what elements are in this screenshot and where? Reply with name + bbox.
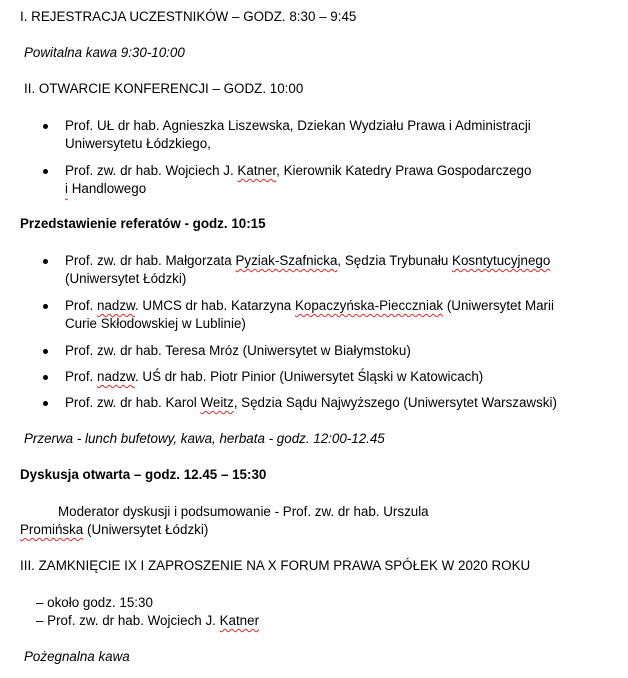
bullet-icon [43,401,48,406]
opening-heading: II. OTWARCIE KONFERENCJI – GODZ. 10:00 [24,81,304,96]
opening-item-1-line1: Prof. UŁ dr hab. Agnieszka Liszewska, Dziekan Wydziału Prawa i Administracji [65,118,531,133]
moderator-line2: Promińska (Uniwersytet Łódzki) [20,522,209,537]
discussion-heading: Dyskusja otwarta – godz. 12.45 – 15:30 [20,467,267,482]
opening-item-1-line2: Uniwersytetu Łódzkiego, [65,136,211,151]
bullet-icon [43,304,48,309]
break-info: Przerwa - lunch bufetowy, kawa, herbata - godz. 12:00-12.45 [24,431,385,446]
bullet-icon [43,349,48,354]
papers-heading: Przedstawienie referatów - godz. 10:15 [20,216,266,231]
opening-item-2-line1: Prof. zw. dr hab. Wojciech J. Katner, Kierownik Katedry Prawa Gospodarczego [65,163,532,178]
paper-item-5: Prof. zw. dr hab. Karol Weitz, Sędzia Sądu Najwyższego (Uniwersytet Warszawski) [65,395,557,410]
paper-item-4: Prof. nadzw. UŚ dr hab. Piotr Pinior (Uniwersytet Śląski w Katowicach) [65,369,484,384]
paper-item-2-line2: Curie Skłodowskiej w Lublinie) [65,316,246,331]
bullet-icon [43,259,48,264]
bullet-icon [43,169,48,174]
closing-time: – około godz. 15:30 [36,595,153,610]
closing-heading: III. ZAMKNIĘCIE IX I ZAPROSZENIE NA X FORUM PRAWA SPÓŁEK W 2020 ROKU [20,558,531,573]
farewell-coffee: Pożegnalna kawa [24,649,130,664]
paper-item-2-line1: Prof. nadzw. UMCS dr hab. Katarzyna Kopaczyńska-Piecczniak (Uniwersytet Marii [65,298,554,313]
moderator-line1: Moderator dyskusji i podsumowanie - Prof. zw. dr hab. Urszula [58,504,429,519]
bullet-icon [43,124,48,129]
paper-item-1-line1: Prof. zw. dr hab. Małgorzata Pyziak-Szafnicka, Sędzia Trybunału Kosntytucyjnego [65,253,551,268]
paper-item-3: Prof. zw. dr hab. Teresa Mróz (Uniwersytet w Białymstoku) [65,343,411,358]
bullet-icon [43,375,48,380]
welcome-coffee: Powitalna kawa 9:30-10:00 [24,45,185,60]
opening-item-2-line2: i Handlowego [65,181,147,196]
registration-heading: I. REJESTRACJA UCZESTNIKÓW – GODZ. 8:30 – 9:45 [20,9,357,24]
paper-item-1-line2: (Uniwersytet Łódzki) [65,271,187,286]
closing-speaker: – Prof. zw. dr hab. Wojciech J. Katner [36,613,260,628]
